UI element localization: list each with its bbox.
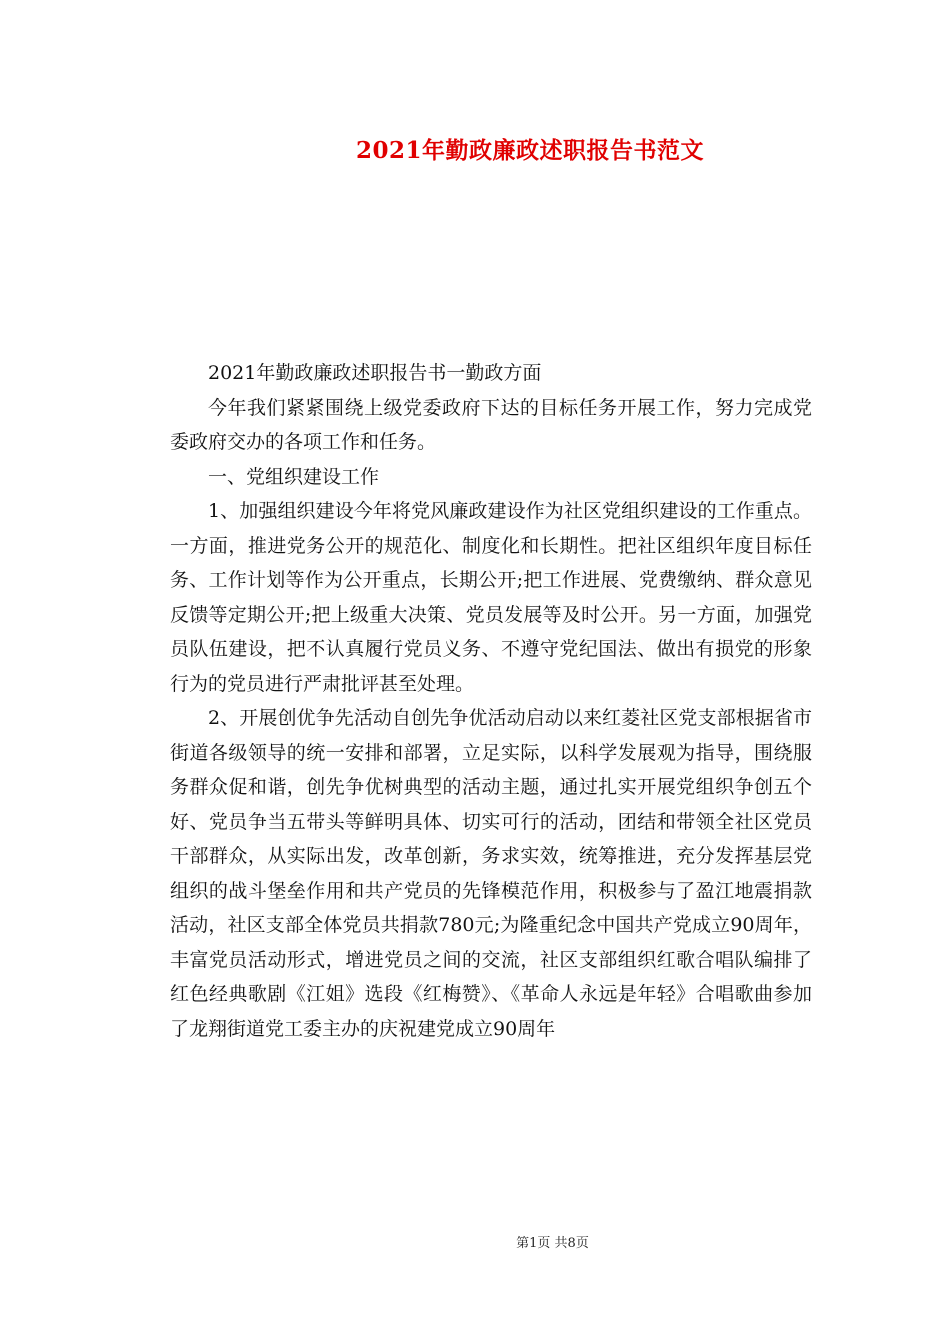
paragraph-intro: 今年我们紧紧围绕上级党委政府下达的目标任务开展工作，努力完成党委政府交办的各项工作和任务。 <box>170 396 812 453</box>
paragraph-item-2: 2、开展创优争先活动自创先争优活动启动以来红菱社区党支部根据省市街道各级领导的统一安排和部署，立足实际，以科学发展观为指导，围绕服务群众促和谐，创先争优树典型的活动主题，通过扎实开展党组织争创五个好、党员争当五带头等鲜明具体、切实可行的活动，团结和带领全社区党员干部群众，从实际出发，改革创新，务求实效，统筹推进，充分发挥基层党组织的战斗堡垒作用和共产党员的先锋模范作用，积极参与了盈江地震捐款活动，社区支部全体党员共捐款780元;为隆重纪念中国共产党成立90周年，丰富党员活动形式，增进党员之间的交流，社区支部组织红歌合唱队编排了红色经典歌剧《江姐》选段《红梅赞》、《革命人永远是年轻》合唱歌曲参加了龙翔街道党工委主办的庆祝建党成立90周年 <box>170 707 812 1040</box>
paragraph-subtitle: 2021年勤政廉政述职报告书一勤政方面 <box>208 362 542 384</box>
paragraph-item-1: 1、加强组织建设今年将党风廉政建设作为社区党组织建设的工作重点。一方面，推进党务公开的规范化、制度化和长期性。把社区组织年度目标任务、工作计划等作为公开重点，长期公开;把工作进展、党费缴纳、群众意见反馈等定期公开;把上级重大决策、党员发展等及时公开。另一方面，加强党员队伍建设，把不认真履行党员义务、不遵守党纪国法、做出有损党的形象行为的党员进行严肃批评甚至处理。 <box>170 500 812 695</box>
document-body <box>170 356 812 1046</box>
page-number-footer: 第1页 共8页 <box>516 1236 589 1251</box>
section-heading: 一、党组织建设工作 <box>208 465 380 488</box>
document-title: 2021年勤政廉政述职报告书范文 <box>355 137 704 164</box>
